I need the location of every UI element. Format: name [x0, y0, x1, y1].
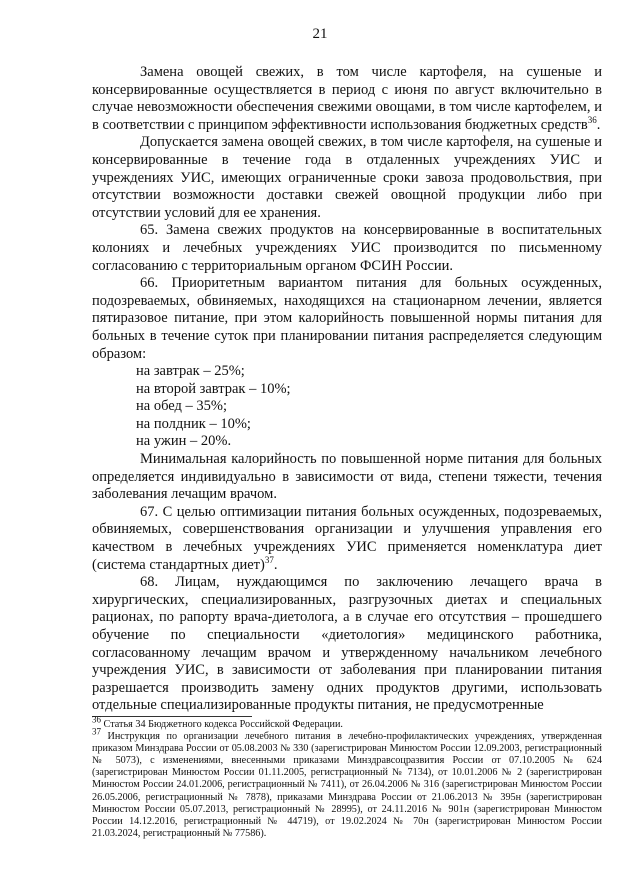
paragraph-item-68: 68. Лицам, нуждающимся по заключению лечащего врача в хирургических, специализированных, разгрузочных диетах и специальных рационах, по рапорту врача-диетолога, а в случае его отсутствия – прошедшего обучение по специальности «диетология» медицинского работника, согласованному лечащим врачом и утвержденному начальником лечебного учреждения УИС, в зависимости от заболевания при планировании питания разрешается производить замену одних продуктов другими, использовать отдельные специализированные продукты питания, не предусмотренные: [92, 574, 602, 714]
footnote: [92, 714, 602, 731]
footnote-mark: 37: [92, 726, 101, 737]
paragraph-min-calories: Минимальная калорийность по повышенной норме питания для больных определяется индивидуально в зависимости от вида, степени тяжести, течения заболевания лечащим врачом.: [92, 451, 602, 503]
footnote-ref: 37: [264, 554, 274, 565]
paragraph-text: Замена овощей свежих, в том числе картофеля, на сушеные и консервированные осуществляется в период с июня по август включительно в случае невозможности обеспечения свежими овощами, в том числе картофелем, и в соответствии с принципом эффективности использования бюджетных средств: [92, 64, 602, 133]
paragraph-item-66: 66. Приоритетным вариантом питания для больных осужденных, подозреваемых, обвиняемых, находящихся на стационарном лечении, является пятиразовое питание, при этом калорийность повышенной нормы питания для больных в течение суток при планировании питания распределяется следующим образом:: [92, 275, 602, 362]
meal-distribution-list: [92, 363, 602, 451]
footnote: [92, 726, 602, 840]
body-text: [92, 64, 602, 715]
footnote-ref: 36: [587, 114, 597, 125]
paragraph-text: 67. С целью оптимизации питания больных осужденных, подозреваемых, обвиняемых, совершенствования организации и улучшения управления его качеством в лечебных учреждениях УИС применяется номенклатура диет (система стандартных диет): [92, 503, 602, 573]
list-item: на второй завтрак – 10%;: [136, 380, 291, 397]
paragraph-item-65: 65. Замена свежих продуктов на консервированные в воспитательных колониях и лечебных учреждениях УИС производится по письменному согласованию с территориальным органом ФСИН России.: [92, 222, 602, 274]
list-item: на полдник – 10%;: [136, 415, 251, 432]
footnote-separator: [92, 716, 252, 717]
paragraph-vegetable-replacement: Замена овощей свежих, в том числе картофеля, на сушеные и консервированные осуществляется в период с июня по август включительно в случае невозможности обеспечения свежими овощами, в том числе картофелем, и в соответствии с принципом эффективности использования бюджетных средств$^{36}$.: [92, 64, 602, 133]
list-item: на ужин – 20%.: [136, 433, 232, 450]
page-number: 21: [312, 26, 328, 42]
paragraph-remote-institutions: Допускается замена овощей свежих, в том числе картофеля, на сушеные и консервированные в течение года в отдаленных учреждениях УИС и учреждениях УИС, имеющих ограниченные сроки завоза продовольствия, при отсутствии возможности доставки свежей овощной продукции либо при отсутствии условий для ее хранения.: [92, 134, 602, 221]
footnotes: [92, 714, 602, 840]
list-item: на обед – 35%;: [136, 398, 227, 415]
footnote-mark: 36: [92, 714, 101, 725]
paragraph-item-67: 67. С целью оптимизации питания больных осужденных, подозреваемых, обвиняемых, совершенствования организации и улучшения управления его качеством в лечебных учреждениях УИС применяется номенклатура диет (система стандартных диет)$^{37}$.: [92, 503, 602, 573]
footnote-text: Статья 34 Бюджетного кодекса Российской Федерации.: [101, 719, 343, 730]
footnote-text: Инструкция по организации лечебного питания в лечебно-профилактических учреждениях, утвержденная приказом Минздрава России от 05.08.2003 № 330 (зарегистрирован Минюстом России 12.09.2003, регистрационный № 5073), с изменениями, внесенными приказами Минздравсоцразвития России от 07.10.2005 № 624 (зарегистрирован Минюстом России 01.11.2005, регистрационный № 7134), от 10.01.2006 № 2 (зарегистрирован Минюстом России 24.01.2006, регистрационный № 7411), от 26.04.2006 № 316 (зарегистрирован Минюстом России 26.05.2006, регистрационный № 7878), приказами Минздрава России от 21.06.2013 № 395н (зарегистрирован Минюстом России 05.07.2013, регистрационный № 28995), от 24.11.2016 № 901н (зарегистрирован Минюстом России 14.12.2016, регистрационный № 44719), от 19.02.2024 № 70н (зарегистрирован Минюстом России 21.03.2024, регистрационный № 77586).: [92, 731, 602, 839]
list-item: на завтрак – 25%;: [136, 363, 245, 380]
